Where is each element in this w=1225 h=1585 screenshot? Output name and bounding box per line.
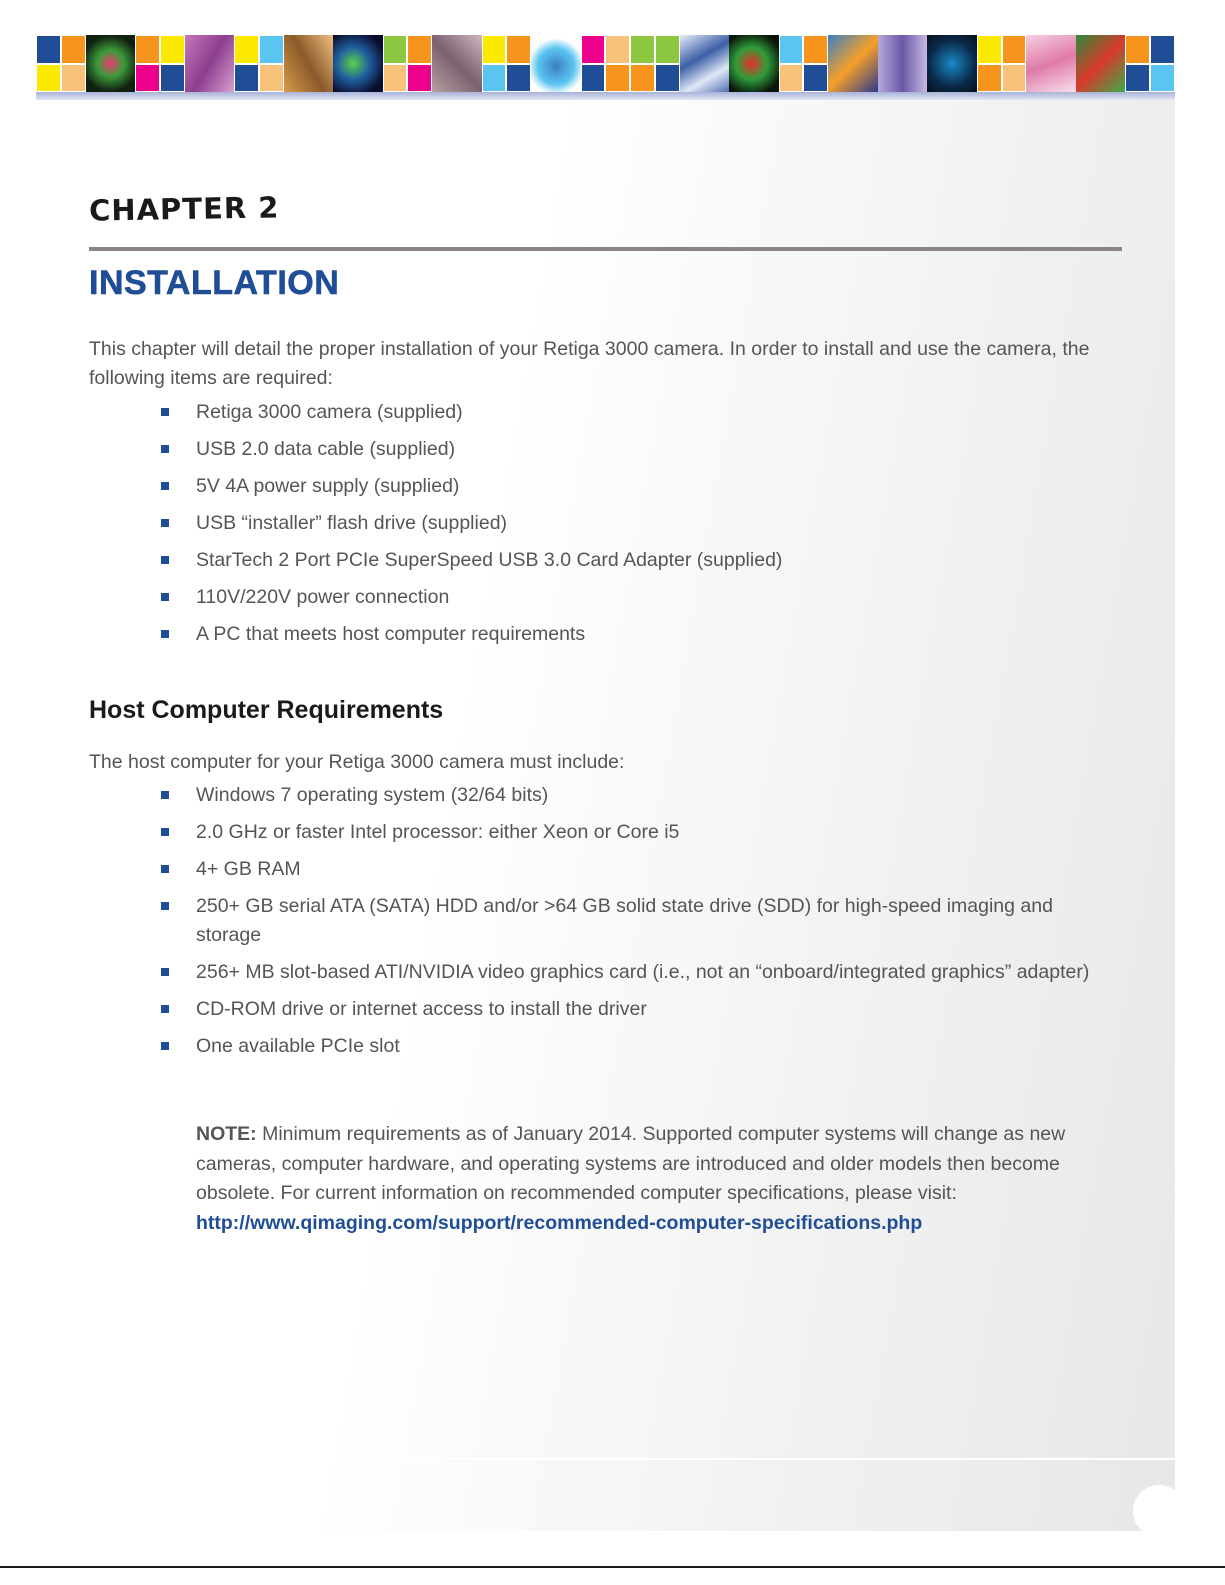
microscopy-image bbox=[185, 35, 235, 92]
microscopy-image bbox=[284, 35, 334, 92]
list-item bbox=[159, 583, 1119, 612]
bullet-icon bbox=[161, 791, 169, 799]
list-item-text: 5V 4A power supply (supplied) bbox=[196, 475, 460, 497]
banner-tile bbox=[581, 35, 631, 92]
banner-tile bbox=[234, 35, 284, 92]
bullet-icon bbox=[161, 902, 169, 910]
banner-tile bbox=[779, 35, 829, 92]
microscopy-image bbox=[333, 35, 383, 92]
list-item bbox=[159, 818, 1119, 847]
required-items-list bbox=[159, 398, 1119, 657]
list-item bbox=[159, 892, 1119, 950]
list-item bbox=[159, 855, 1119, 884]
list-item bbox=[159, 1032, 1119, 1061]
list-item-text: One available PCIe slot bbox=[196, 1035, 400, 1057]
chapter-divider bbox=[89, 247, 1122, 251]
note-block bbox=[196, 1120, 1116, 1238]
banner-underline bbox=[36, 92, 1175, 100]
page-number-tab bbox=[1133, 1485, 1185, 1537]
banner-tile bbox=[1125, 35, 1175, 92]
list-item-text: CD-ROM drive or internet access to install the driver bbox=[196, 998, 647, 1020]
list-item bbox=[159, 995, 1119, 1024]
list-item-text: 250+ GB serial ATA (SATA) HDD and/or >64 GB solid state drive (SDD) for high-speed imaging and storage bbox=[196, 895, 1053, 946]
microscopy-image bbox=[927, 35, 977, 92]
list-item bbox=[159, 546, 1119, 575]
list-item bbox=[159, 509, 1119, 538]
banner-tile bbox=[36, 35, 86, 92]
list-item-text: 110V/220V power connection bbox=[196, 586, 450, 608]
list-item-text: USB 2.0 data cable (supplied) bbox=[196, 438, 456, 460]
bullet-icon bbox=[161, 519, 169, 527]
list-item-text: Windows 7 operating system (32/64 bits) bbox=[196, 784, 549, 806]
microscopy-image bbox=[432, 35, 482, 92]
bullet-icon bbox=[161, 1005, 169, 1013]
list-item-text: StarTech 2 Port PCIe SuperSpeed USB 3.0 Card Adapter (supplied) bbox=[196, 549, 783, 571]
list-item bbox=[159, 781, 1119, 810]
microscopy-image bbox=[86, 35, 136, 92]
banner-tile bbox=[977, 35, 1027, 92]
bullet-icon bbox=[161, 593, 169, 601]
microscopy-image bbox=[878, 35, 928, 92]
list-item bbox=[159, 472, 1119, 501]
page-bottom-border bbox=[0, 1566, 1225, 1568]
chapter-title: INSTALLATION bbox=[89, 264, 340, 302]
banner-tile bbox=[482, 35, 532, 92]
list-item bbox=[159, 398, 1119, 427]
microscopy-image bbox=[729, 35, 779, 92]
microscopy-image bbox=[828, 35, 878, 92]
note-label: NOTE: bbox=[196, 1123, 257, 1145]
list-item-text: USB “installer” flash drive (supplied) bbox=[196, 512, 508, 534]
footer-divider bbox=[36, 1458, 1175, 1460]
host-requirements-list bbox=[159, 781, 1119, 1069]
bullet-icon bbox=[161, 556, 169, 564]
bullet-icon bbox=[161, 482, 169, 490]
specifications-link[interactable]: http://www.qimaging.com/support/recommended-computer-specifications.php bbox=[196, 1211, 923, 1234]
bullet-icon bbox=[161, 968, 169, 976]
list-item bbox=[159, 620, 1119, 649]
bullet-icon bbox=[161, 828, 169, 836]
microscopy-image bbox=[1026, 35, 1076, 92]
chapter-label: CHAPTER 2 bbox=[88, 190, 280, 228]
list-item-text: Retiga 3000 camera (supplied) bbox=[196, 401, 463, 423]
microscopy-image bbox=[680, 35, 730, 92]
list-item-text: A PC that meets host computer requirements bbox=[196, 623, 586, 645]
header-banner bbox=[36, 35, 1175, 92]
list-item bbox=[159, 958, 1119, 987]
banner-tile bbox=[630, 35, 680, 92]
banner-tile bbox=[135, 35, 185, 92]
intro-paragraph: This chapter will detail the proper installation of your Retiga 3000 camera. In order to install and use the camera, the following items are required: bbox=[89, 338, 1090, 389]
microscopy-image bbox=[1076, 35, 1126, 92]
list-item-text: 2.0 GHz or faster Intel processor: either Xeon or Core i5 bbox=[196, 821, 680, 843]
note-text: Minimum requirements as of January 2014. Supported computer systems will change as new cameras, computer hardware, and operating systems are introduced and older models then become obsolete. For current information on recommended computer specifications, please visit: bbox=[196, 1123, 1066, 1204]
host-paragraph: The host computer for your Retiga 3000 camera must include: bbox=[89, 751, 625, 773]
microscopy-image bbox=[531, 35, 581, 92]
bullet-icon bbox=[161, 1042, 169, 1050]
list-item-text: 4+ GB RAM bbox=[196, 858, 301, 880]
section-heading: Host Computer Requirements bbox=[89, 696, 444, 724]
bullet-icon bbox=[161, 630, 169, 638]
banner-tile bbox=[383, 35, 433, 92]
list-item-text: 256+ MB slot-based ATI/NVIDIA video graphics card (i.e., not an “onboard/integrated graphics” adapter) bbox=[196, 961, 1090, 983]
list-item bbox=[159, 435, 1119, 464]
bullet-icon bbox=[161, 408, 169, 416]
bullet-icon bbox=[161, 445, 169, 453]
bullet-icon bbox=[161, 865, 169, 873]
